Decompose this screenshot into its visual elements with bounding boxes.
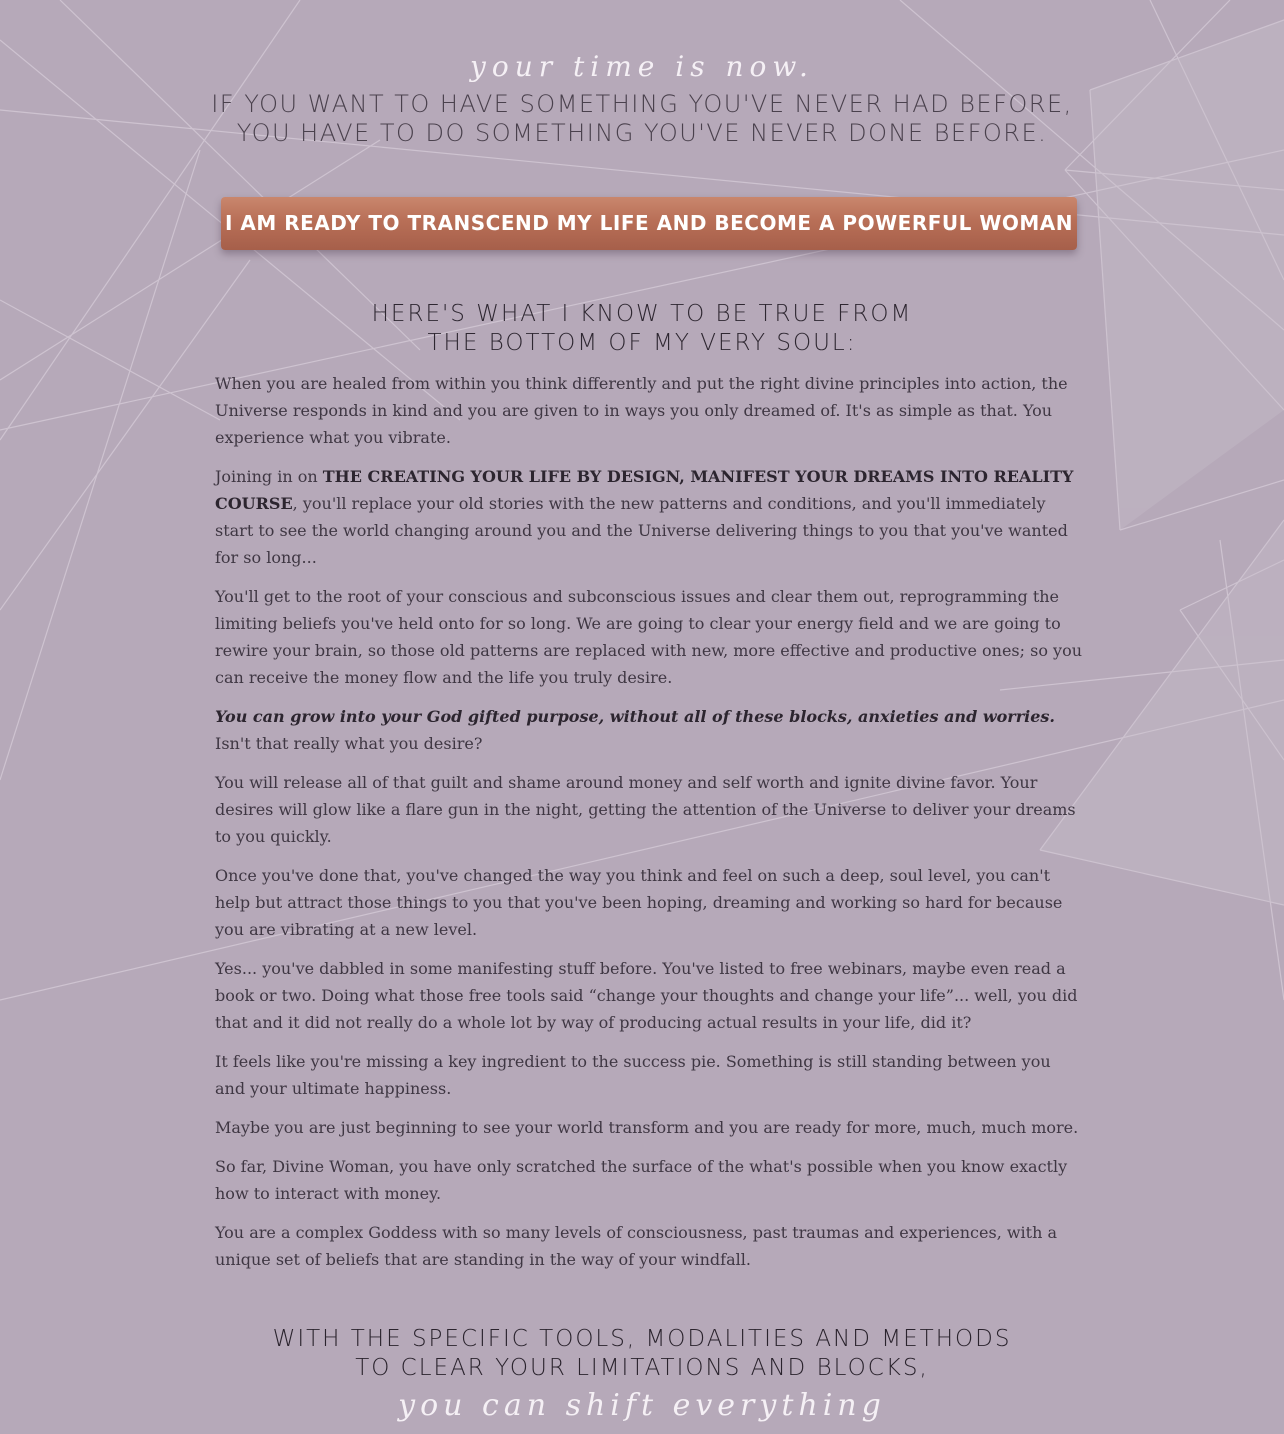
paragraph-root-issues: You'll get to the root of your conscious and subconscious issues and clear them out, reprogramming the limiting beliefs you've held onto for so long. We are going to clear your energy field and we are going to rewire your brain, so those old patterns are replaced with new, more effective and productive ones; so you can receive the money flow and the life you truly desire.	[215, 587, 1083, 687]
paragraph-healed-within: When you are healed from within you think differently and put the right divine principles into action, the Universe responds in kind and you are given to in ways you only dreamed of. It's as simple as that. You experience what you vibrate.	[215, 374, 1068, 447]
paragraph-joining-suffix: , you'll replace your old stories with the new patterns and conditions, and you'll immediately start to see the world changing around you and the Universe delivering things to you that you've wanted for so long...	[215, 494, 1068, 567]
paragraph-scratched-surface: So far, Divine Woman, you have only scratched the surface of the what's possible when you know exactly how to interact with money.	[215, 1157, 1068, 1203]
hero-quote-line-2: YOU HAVE TO DO SOMETHING YOU'VE NEVER DONE BEFORE.	[236, 119, 1048, 147]
paragraph-complex-goddess: You are a complex Goddess with so many levels of consciousness, past traumas and experiences, with a unique set of beliefs that are standing in the way of your windfall.	[215, 1223, 1058, 1269]
section-heading-line-1: HERE'S WHAT I KNOW TO BE TRUE FROM	[371, 301, 913, 327]
paragraph-god-gifted-purpose	[215, 703, 1085, 757]
closing-script-line: you can shift everything	[398, 1388, 886, 1423]
body-copy	[215, 370, 1085, 1285]
hero-quote	[0, 90, 1284, 148]
closing-heading-line-1: WITH THE SPECIFIC TOOLS, MODALITIES AND METHODS	[272, 1326, 1012, 1352]
section-heading	[0, 300, 1284, 358]
purpose-emphasis: You can grow into your God gifted purpose, without all of these blocks, anxieties and worries.	[215, 707, 1055, 726]
script-tagline: your time is now.	[470, 50, 814, 83]
paragraph-dabbled-manifesting: Yes... you've dabbled in some manifesting stuff before. You've listed to free webinars, maybe even read a book or two. Doing what those free tools said “change your thoughts and change your life”... well, you did that and it did not really do a whole lot by way of producing actual results in your life, did it?	[215, 959, 1078, 1032]
closing-heading-line-2: TO CLEAR YOUR LIMITATIONS AND BLOCKS,	[355, 1355, 929, 1381]
hero-quote-line-1: IF YOU WANT TO HAVE SOMETHING YOU'VE NEVER HAD BEFORE,	[211, 90, 1073, 118]
section-heading-line-2: THE BOTTOM OF MY VERY SOUL:	[427, 330, 857, 356]
paragraph-joining-course	[215, 463, 1085, 571]
transcend-cta-button[interactable]: I AM READY TO TRANSCEND MY LIFE AND BECOME A POWERFUL WOMAN	[221, 197, 1077, 250]
purpose-suffix: Isn't that really what you desire?	[215, 734, 483, 753]
paragraph-missing-ingredient: It feels like you're missing a key ingredient to the success pie. Something is still standing between you and your ultimate happiness.	[215, 1052, 1051, 1098]
paragraph-changed-thinking: Once you've done that, you've changed the way you think and feel on such a deep, soul level, you can't help but attract those things to you that you've been hoping, dreaming and working so hard for because you are vibrating at a new level.	[215, 866, 1063, 939]
paragraph-joining-prefix: Joining in on	[215, 467, 323, 486]
course-name: THE CREATING YOUR LIFE BY DESIGN, MANIFEST YOUR DREAMS INTO REALITY COURSE	[215, 467, 1074, 513]
paragraph-release-guilt: You will release all of that guilt and shame around money and self worth and ignite divine favor. Your desires will glow like a flare gun in the night, getting the attention of the Universe to deliver your dreams to you quickly.	[215, 773, 1076, 846]
closing-heading	[0, 1325, 1284, 1383]
paragraph-world-transform: Maybe you are just beginning to see your world transform and you are ready for more, much, much more.	[215, 1118, 1079, 1137]
